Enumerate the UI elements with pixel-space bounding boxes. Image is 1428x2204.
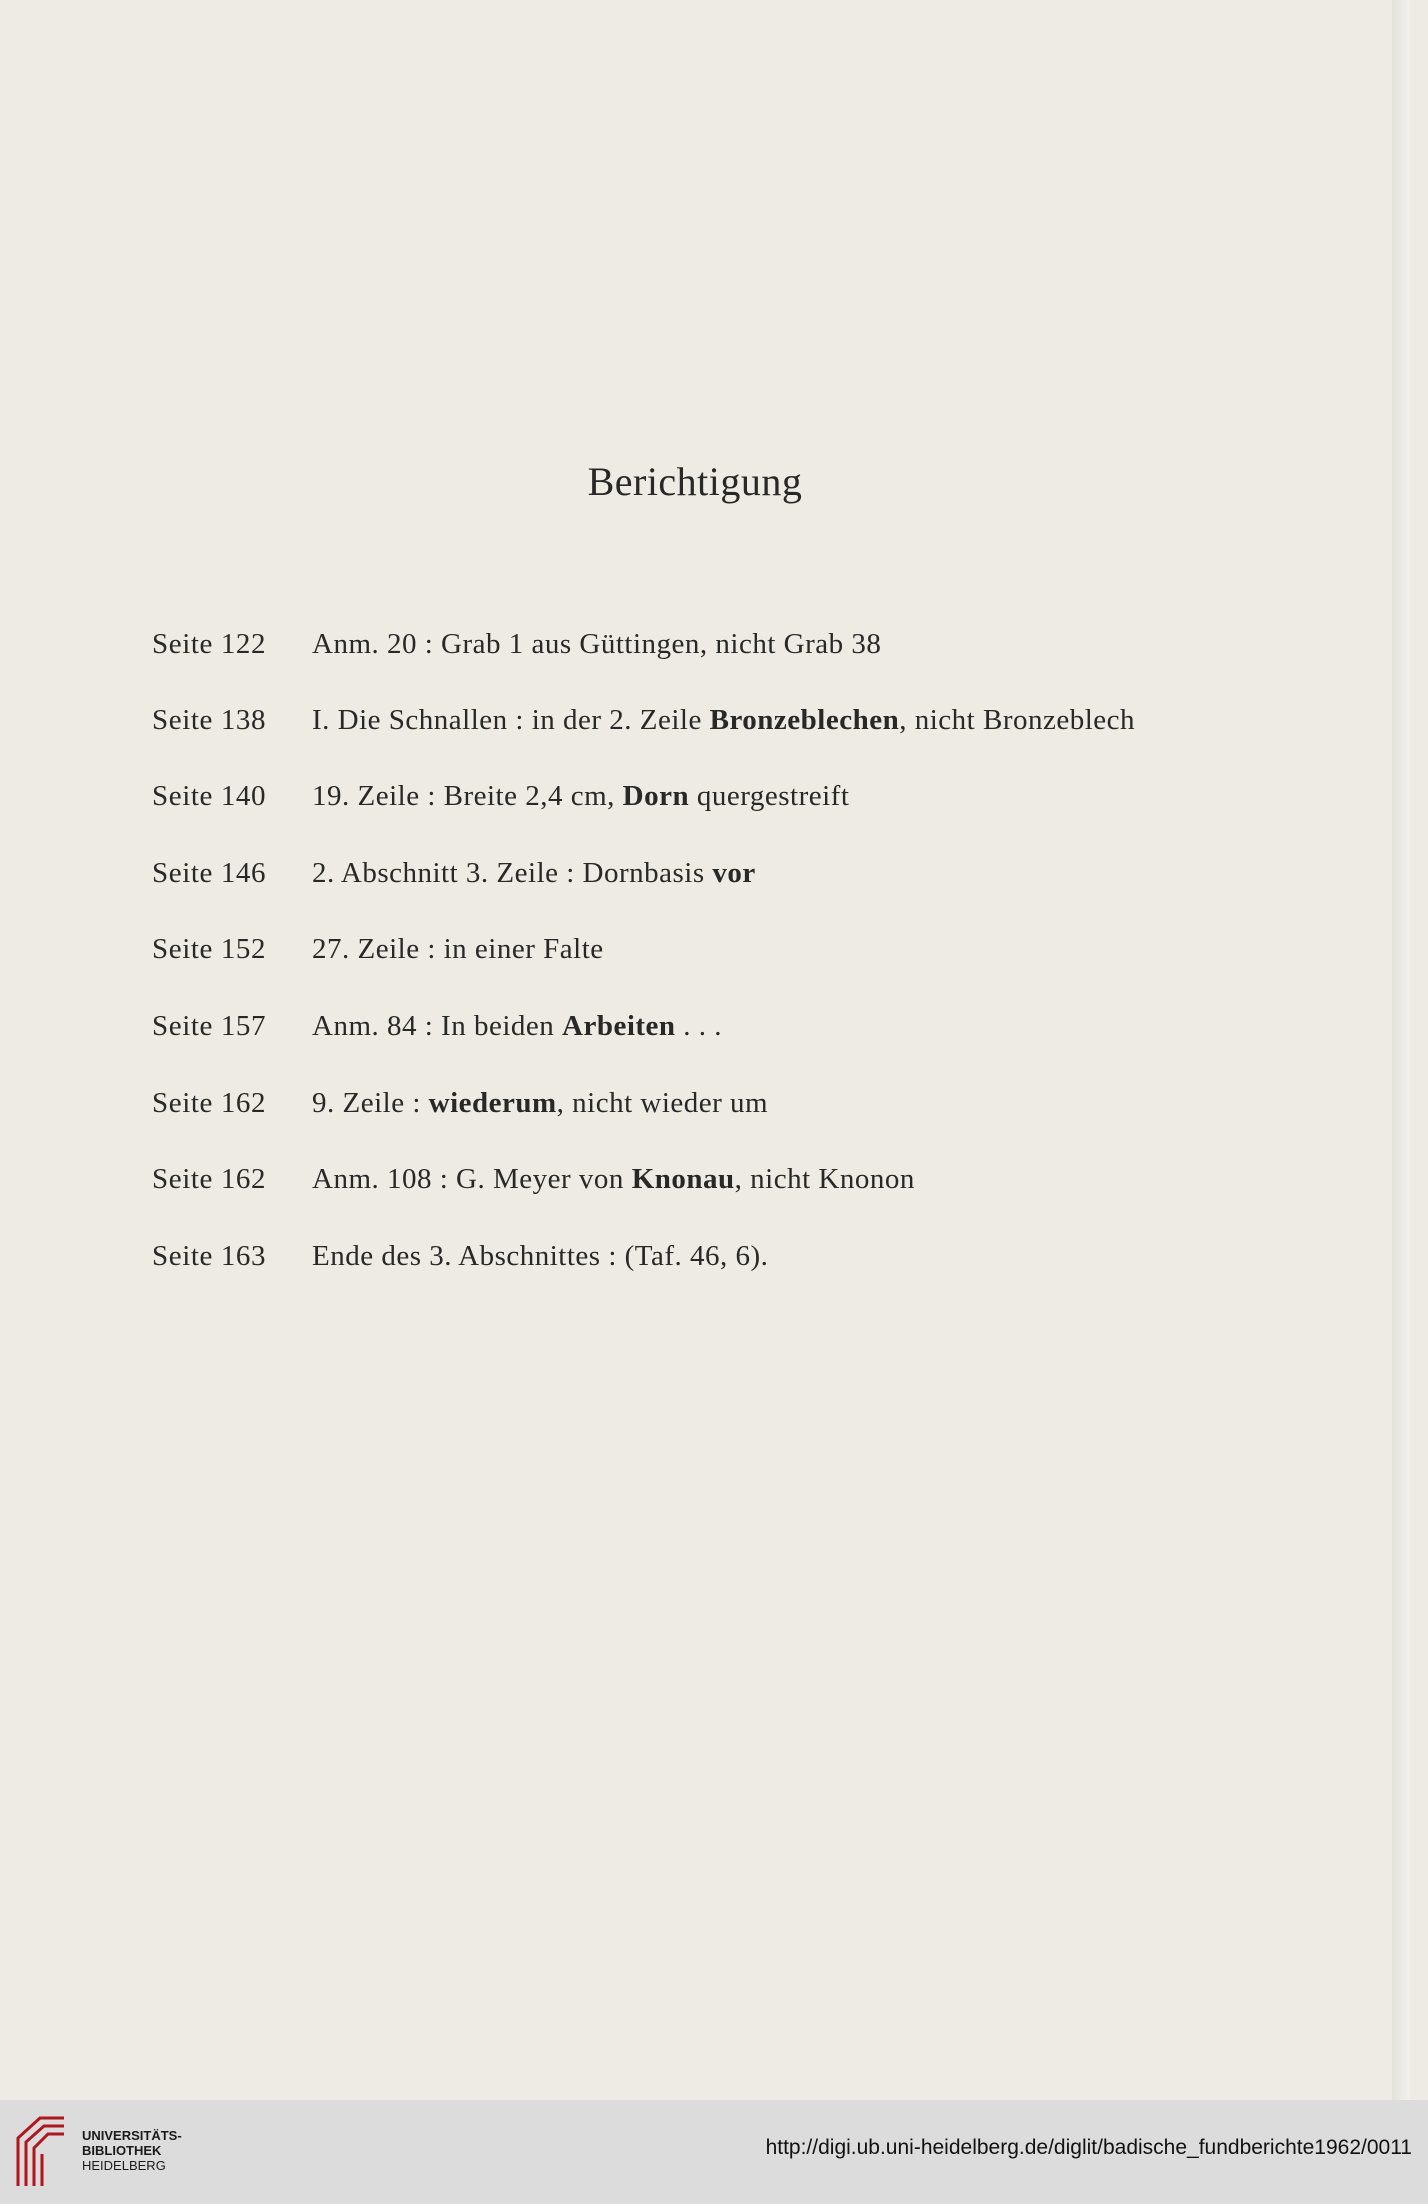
erratum-row [152,1087,1302,1127]
correction-text: 2. Abschnitt 3. Zeile : Dornbasis vor [312,857,756,889]
correction-text: Anm. 84 : In beiden Arbeiten . . . [312,1010,723,1042]
erratum-row [152,780,1302,820]
page-title: Berichtigung [587,459,803,504]
institution-name: UNIVERSITÄTS- BIBLIOTHEK HEIDELBERG [82,2128,182,2173]
footer-bar [0,2100,1428,2204]
bold-correction: wiederum [428,1087,557,1119]
source-url-link[interactable]: http://digi.ub.uni-heidelberg.de/diglit/badische_fundberichte1962/0011 [765,2136,1412,2159]
correction-text: 19. Zeile : Breite 2,4 cm, Dorn quergestreift [312,780,850,812]
erratum-row [152,857,1302,897]
erratum-row [152,1010,1302,1050]
page-reference: Seite 162 [152,1163,267,1195]
page-reference: Seite 162 [152,1087,267,1119]
page-reference: Seite 146 [152,857,267,889]
correction-text: 9. Zeile : wiederum, nicht wieder um [312,1087,769,1119]
page-reference: Seite 138 [152,704,267,736]
page-reference: Seite 157 [152,1010,267,1042]
ub-heidelberg-logo-icon[interactable] [14,2114,74,2190]
bold-correction: Dorn [622,780,690,812]
bold-correction: Bronzeblechen [709,704,900,736]
erratum-row [152,1240,1302,1280]
bold-correction: Arbeiten [562,1010,676,1042]
page-reference: Seite 140 [152,780,267,812]
bold-correction: vor [712,857,756,889]
erratum-row [152,704,1302,744]
page-reference: Seite 152 [152,933,267,965]
erratum-row [152,628,1302,668]
page-edge [1392,0,1410,2100]
correction-text: I. Die Schnallen : in der 2. Zeile Bronzeblechen, nicht Bronzeblech [312,704,1136,736]
bold-correction: Knonau [631,1163,735,1195]
correction-text: 27. Zeile : in einer Falte [312,933,604,965]
correction-text: Anm. 108 : G. Meyer von Knonau, nicht Knonon [312,1163,915,1195]
erratum-row [152,1163,1302,1203]
correction-text: Anm. 20 : Grab 1 aus Güttingen, nicht Grab 38 [312,628,882,660]
erratum-row [152,933,1302,973]
correction-text: Ende des 3. Abschnittes : (Taf. 46, 6). [312,1240,769,1272]
page-reference: Seite 163 [152,1240,267,1272]
page-reference: Seite 122 [152,628,267,660]
